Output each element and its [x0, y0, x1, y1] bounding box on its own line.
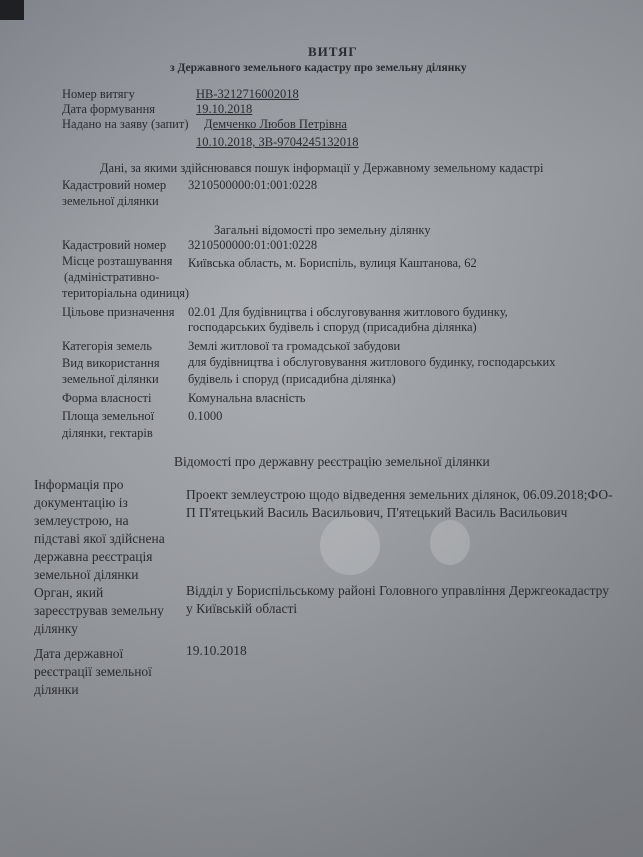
search-cadastral-label-2: земельної ділянки: [62, 194, 159, 208]
documentation-label-line: документацію із: [34, 495, 128, 510]
documentation-label-line: Інформація про: [34, 477, 124, 492]
land-use-label: Вид використання: [62, 356, 160, 370]
extract-number-label: Номер витягу: [62, 87, 135, 101]
registration-date-label-line: реєстрації земельної: [34, 664, 152, 679]
registration-date-label-line: ділянки: [34, 682, 79, 697]
documentation-label-line: підставі якої здійснена: [34, 531, 165, 546]
cadastral-number-label: Кадастровий номер: [62, 238, 167, 252]
paper-smudge: [320, 515, 380, 575]
formation-date-label: Дата формування: [62, 102, 156, 116]
area-label-2: ділянки, гектарів: [62, 426, 153, 440]
land-category-label: Категорія земель: [62, 339, 152, 353]
registrar-label: [34, 584, 164, 638]
ownership-value: Комунальна власність: [188, 391, 306, 405]
registrar-label-line: Орган, який: [34, 585, 104, 600]
location-label: Місце розташування: [62, 254, 173, 268]
dark-corner: [0, 0, 24, 20]
documentation-value-line1: Проект землеустрою щодо відведення земельних ділянок, 06.09.2018;ФО-: [186, 487, 613, 502]
ownership-label: Форма власності: [62, 391, 152, 405]
registrar-value-line2: у Київській області: [186, 601, 298, 616]
purpose-value-line1: 02.01 Для будівництва і обслуговування житлового будинку,: [188, 305, 508, 319]
registrar-label-line: ділянку: [34, 621, 78, 636]
registration-date-label-line: Дата державної: [34, 646, 124, 661]
doc-subtitle: з Державного земельного кадастру про земельну ділянку: [170, 62, 467, 74]
formation-date-value: 19.10.2018: [196, 102, 253, 116]
land-use-label-2: земельної ділянки: [62, 372, 159, 386]
registration-heading: Відомості про державну реєстрацію земельної ділянки: [174, 454, 490, 469]
location-value: Київська область, м. Бориспіль, вулиця Каштанова, 62: [188, 256, 477, 270]
registrar-value-line1: Відділ у Бориспільському районі Головного управління Держгеокадастру: [186, 583, 609, 598]
purpose-label: Цільове призначення: [62, 305, 175, 319]
registration-date-value: 19.10.2018: [186, 643, 247, 658]
registrar-label-line: зареєстрував земельну: [34, 603, 164, 618]
paper-smudge: [430, 520, 470, 565]
area-value: 0.1000: [188, 409, 223, 423]
documentation-label-line: державна реєстрація: [34, 549, 153, 564]
registration-date-label: [34, 645, 152, 699]
search-cadastral-value: 3210500000:01:001:0228: [188, 178, 318, 192]
purpose-value-line2: господарських будівель і споруд (присадибна ділянка): [188, 320, 477, 334]
request-name: Демченко Любов Петрівна: [204, 117, 347, 131]
documentation-label: [34, 476, 165, 584]
documentation-label-line: земельної ділянки: [34, 567, 139, 582]
request-label: Надано на заяву (запит): [62, 117, 189, 131]
area-label: Площа земельної: [62, 409, 155, 423]
land-use-value-line2: будівель і споруд (присадибна ділянка): [188, 372, 396, 386]
land-use-value-line1: для будівництва і обслуговування житлового будинку, господарських: [188, 355, 556, 369]
extract-number-value: НВ-3212716002018: [196, 87, 299, 101]
request-reference: 10.10.2018, ЗВ-9704245132018: [196, 135, 359, 149]
location-label-2: (адміністративно-: [64, 270, 160, 284]
cadastral-number-value: 3210500000:01:001:0228: [188, 238, 318, 252]
land-category-value: Землі житлової та громадської забудови: [188, 339, 401, 353]
location-label-3: територіальна одиниця): [62, 286, 190, 300]
documentation-label-line: землеустрою, на: [34, 513, 129, 528]
general-heading: Загальні відомості про земельну ділянку: [214, 223, 431, 237]
documentation-value-line2: П П'ятецький Василь Васильович, П'ятецький Василь Васильович: [186, 505, 568, 520]
search-cadastral-label: Кадастровий номер: [62, 178, 167, 192]
doc-title: ВИТЯГ: [308, 44, 358, 59]
search-heading: Дані, за якими здійснювався пошук інформації у Державному земельному кадастрі: [100, 161, 544, 175]
